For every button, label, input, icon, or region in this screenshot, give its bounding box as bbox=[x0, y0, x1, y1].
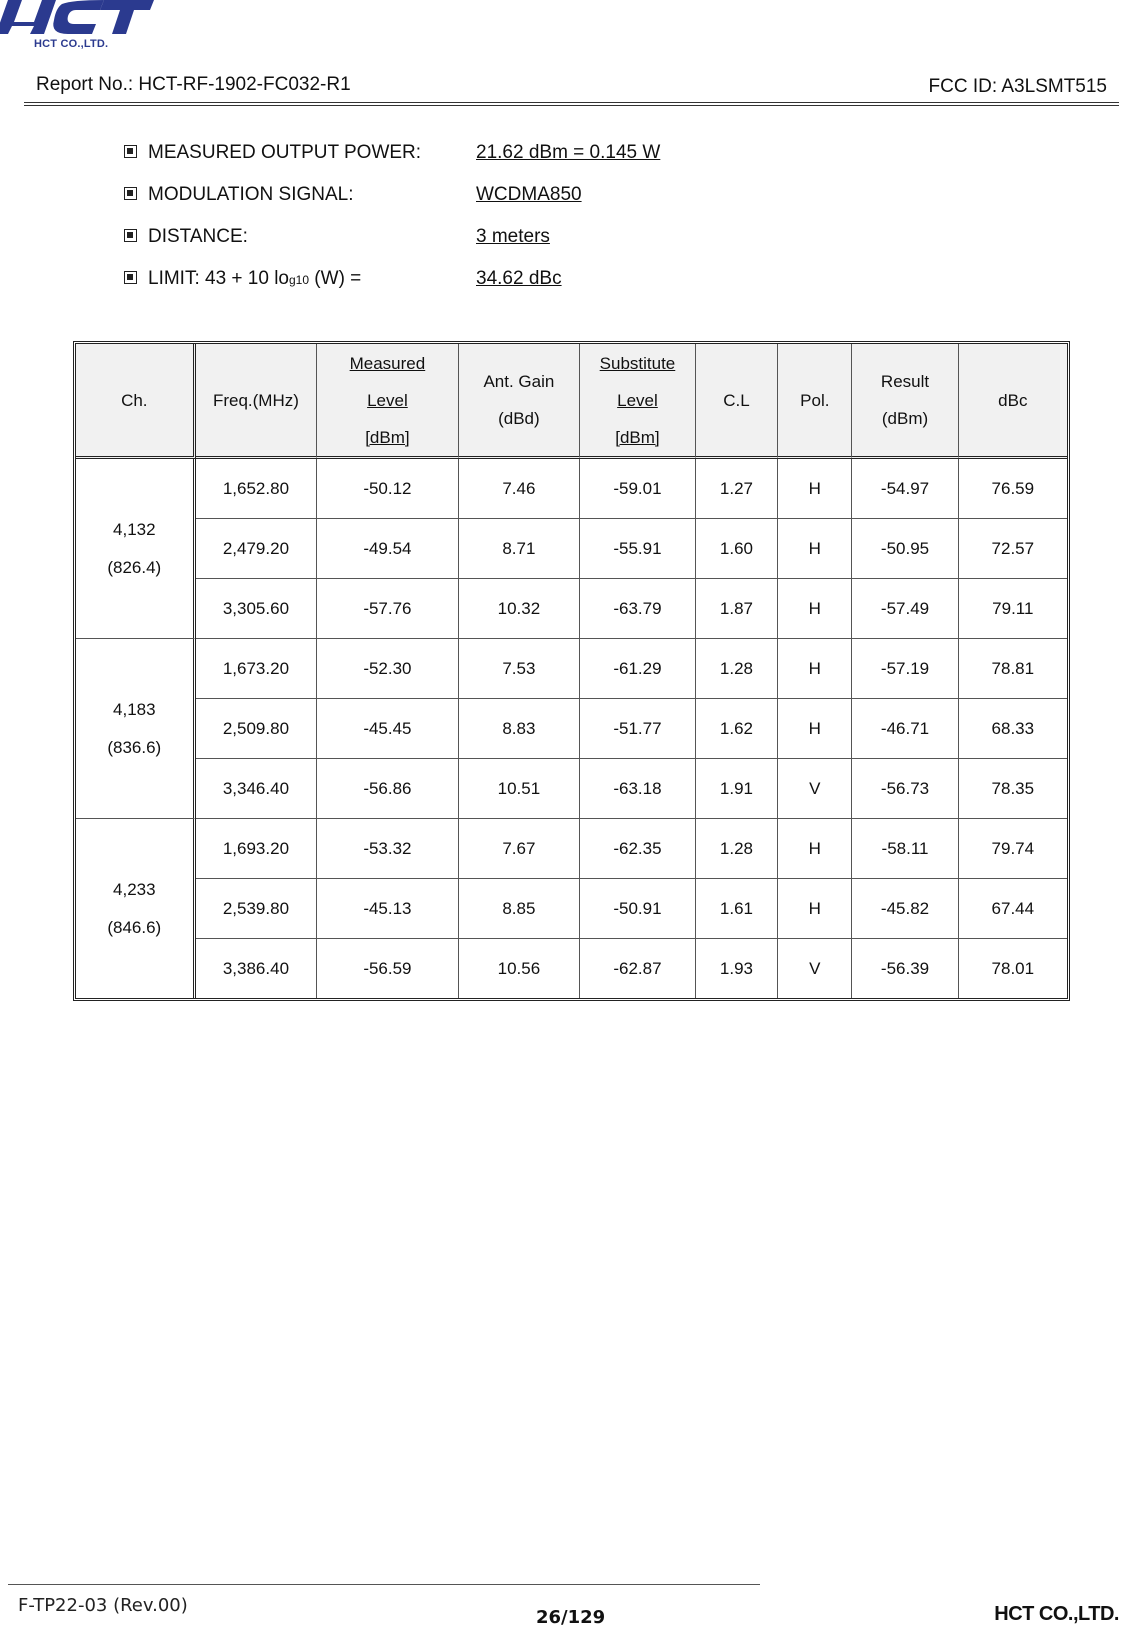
table-row bbox=[76, 939, 1067, 998]
cell-measured: -50.12 bbox=[317, 459, 458, 519]
header-ant-gain-l1: Ant. Gain bbox=[483, 372, 555, 391]
cell-pol: V bbox=[778, 939, 852, 998]
table-row bbox=[76, 819, 1067, 879]
cell-pol: H bbox=[778, 579, 852, 639]
cell-gain: 10.32 bbox=[459, 579, 581, 639]
cell-pol: H bbox=[778, 519, 852, 579]
cell-dbc: 78.01 bbox=[991, 958, 1035, 978]
cell-dbc: 79.74 bbox=[959, 819, 1067, 879]
cell-cl: 1.27 bbox=[696, 459, 778, 519]
cell-freq: 1,693.20 bbox=[196, 819, 318, 879]
spurious-emissions-table-wrapper bbox=[73, 341, 1135, 1001]
cell-freq: 1,673.20 bbox=[196, 639, 318, 699]
cell-cl: 1.28 bbox=[696, 819, 778, 879]
cell-result: -56.39 bbox=[852, 939, 958, 998]
header-pol: Pol. bbox=[778, 344, 852, 459]
header-freq: Freq.(MHz) bbox=[196, 344, 318, 459]
header-ant-gain-l2: (dBd) bbox=[498, 409, 540, 428]
cell-gain: 7.53 bbox=[459, 639, 581, 699]
cell-ch bbox=[76, 639, 196, 819]
cell-ch bbox=[76, 459, 196, 639]
cell-pol: H bbox=[778, 699, 852, 759]
header-substitute-l2: Level bbox=[617, 390, 658, 410]
info-value: 21.62 dBm = 0.145 W bbox=[476, 142, 661, 163]
cell-freq: 2,509.80 bbox=[196, 699, 318, 759]
info-value: WCDMA850 bbox=[476, 184, 582, 205]
header-measured-l3: [dBm] bbox=[365, 427, 410, 447]
logo-subtitle: HCT CO.,LTD. bbox=[34, 38, 109, 50]
cell-pol: V bbox=[778, 759, 852, 819]
cell-dbc: 78.81 bbox=[959, 639, 1067, 699]
cell-measured: -56.86 bbox=[317, 759, 458, 819]
cell-result: -45.82 bbox=[852, 879, 958, 939]
channel-number: 4,132 bbox=[113, 519, 156, 539]
fcc-id: FCC ID: A3LSMT515 bbox=[928, 76, 1107, 97]
report-number: Report No.: HCT-RF-1902-FC032-R1 bbox=[36, 74, 351, 95]
cell-freq: 2,539.80 bbox=[196, 879, 318, 939]
header-measured-l1: Measured bbox=[349, 353, 426, 373]
header-substitute-l3: [dBm] bbox=[615, 427, 660, 447]
channel-frequency: (846.6) bbox=[107, 917, 162, 937]
info-label: MEASURED OUTPUT POWER: bbox=[148, 142, 422, 163]
cell-cl: 1.87 bbox=[696, 579, 778, 639]
cell-sub: -61.29 bbox=[580, 639, 695, 699]
cell-cl: 1.93 bbox=[696, 939, 778, 998]
cell-result: -56.73 bbox=[852, 759, 958, 819]
cell-gain: 7.67 bbox=[459, 819, 581, 879]
cell-sub: -59.01 bbox=[580, 459, 695, 519]
footer-rule bbox=[8, 1584, 760, 1585]
table-row bbox=[76, 759, 1067, 819]
cell-freq: 3,346.40 bbox=[196, 759, 318, 819]
cell-sub: -63.18 bbox=[580, 759, 695, 819]
info-value: 3 meters bbox=[476, 226, 550, 247]
checkbox-icon bbox=[124, 229, 137, 242]
header-result-l1: Result bbox=[880, 372, 930, 391]
limit-label-part: LIMIT: 43 + 10 lo bbox=[148, 268, 289, 289]
header-measured bbox=[317, 344, 458, 459]
header-ant-gain bbox=[459, 344, 581, 459]
cell-sub: -63.79 bbox=[580, 579, 695, 639]
header-dbc: dBc bbox=[959, 344, 1067, 459]
cell-measured: -56.59 bbox=[317, 939, 458, 998]
cell-measured: -57.76 bbox=[317, 579, 458, 639]
cell-pol: H bbox=[778, 639, 852, 699]
cell-freq: 1,652.80 bbox=[196, 459, 318, 519]
cell-measured: -45.13 bbox=[317, 879, 458, 939]
channel-frequency: (836.6) bbox=[107, 737, 162, 757]
limit-label-subscript: g10 bbox=[289, 273, 310, 287]
header-substitute bbox=[580, 344, 695, 459]
cell-sub: -55.91 bbox=[580, 519, 695, 579]
channel-frequency: (826.4) bbox=[107, 557, 162, 577]
table-row bbox=[76, 699, 1067, 759]
cell-cl: 1.61 bbox=[696, 879, 778, 939]
cell-cl: 1.91 bbox=[696, 759, 778, 819]
spurious-emissions-table bbox=[73, 341, 1070, 1001]
cell-dbc: 78.35 bbox=[959, 759, 1067, 819]
cell-gain: 8.71 bbox=[459, 519, 581, 579]
cell-freq: 3,305.60 bbox=[196, 579, 318, 639]
table-row bbox=[76, 639, 1067, 699]
header-ch: Ch. bbox=[76, 344, 196, 459]
info-label-limit bbox=[148, 268, 361, 290]
cell-sub: -51.77 bbox=[580, 699, 695, 759]
cell-pol: H bbox=[778, 879, 852, 939]
cell-cl: 1.28 bbox=[696, 639, 778, 699]
header-result-l2: (dBm) bbox=[881, 409, 929, 428]
cell-measured: -49.54 bbox=[317, 519, 458, 579]
cell-gain: 10.51 bbox=[459, 759, 581, 819]
cell-freq: 3,386.40 bbox=[196, 939, 318, 998]
cell-sub: -50.91 bbox=[580, 879, 695, 939]
cell-gain: 10.56 bbox=[459, 939, 581, 998]
cell-measured: -45.45 bbox=[317, 699, 458, 759]
cell-result: -46.71 bbox=[852, 699, 958, 759]
cell-result: -58.11 bbox=[852, 819, 958, 879]
cell-dbc: 67.44 bbox=[959, 879, 1067, 939]
checkbox-icon bbox=[124, 145, 137, 158]
cell-dbc: 68.33 bbox=[959, 699, 1067, 759]
cell-result: -57.19 bbox=[852, 639, 958, 699]
table-row bbox=[76, 519, 1067, 579]
cell-gain: 7.46 bbox=[459, 459, 581, 519]
checkbox-icon bbox=[124, 271, 137, 284]
cell-gain: 8.85 bbox=[459, 879, 581, 939]
cell-pol: H bbox=[778, 819, 852, 879]
cell-pol: H bbox=[778, 459, 852, 519]
header-rule-inner bbox=[24, 105, 1119, 106]
table-body bbox=[76, 459, 1067, 998]
header-result bbox=[852, 344, 958, 459]
channel-number: 4,183 bbox=[113, 699, 156, 719]
info-label: MODULATION SIGNAL: bbox=[148, 184, 354, 205]
table-row bbox=[76, 459, 1067, 519]
checkbox-icon bbox=[124, 187, 137, 200]
cell-dbc: 72.57 bbox=[959, 519, 1067, 579]
cell-result: -54.97 bbox=[852, 459, 958, 519]
cell-cl: 1.62 bbox=[696, 699, 778, 759]
cell-ch bbox=[76, 819, 196, 998]
cell-sub: -62.87 bbox=[580, 939, 695, 998]
cell-gain: 8.83 bbox=[459, 699, 581, 759]
cell-freq: 2,479.20 bbox=[196, 519, 318, 579]
header-substitute-l1: Substitute bbox=[599, 353, 676, 373]
cell-measured: -52.30 bbox=[317, 639, 458, 699]
table-header-row bbox=[76, 344, 1067, 459]
form-id: F-TP22-03 (Rev.00) bbox=[18, 1595, 188, 1616]
cell-result: -57.49 bbox=[852, 579, 958, 639]
footer-company: HCT CO.,LTD. bbox=[994, 1603, 1119, 1625]
table-row bbox=[76, 879, 1067, 939]
cell-cl: 1.60 bbox=[696, 519, 778, 579]
header-measured-l2: Level bbox=[367, 390, 408, 410]
info-label: DISTANCE: bbox=[148, 226, 248, 247]
header-cl: C.L bbox=[696, 344, 778, 459]
cell-dbc: 76.59 bbox=[959, 459, 1067, 519]
cell-dbc: 79.11 bbox=[959, 579, 1067, 639]
header-rule bbox=[24, 102, 1119, 103]
limit-label-tail: (W) = bbox=[309, 268, 362, 289]
cell-sub: -62.35 bbox=[580, 819, 695, 879]
cell-result: -50.95 bbox=[852, 519, 958, 579]
page-number: 26/129 bbox=[536, 1607, 606, 1628]
cell-measured: -53.32 bbox=[317, 819, 458, 879]
channel-number: 4,233 bbox=[113, 879, 156, 899]
table-row bbox=[76, 579, 1067, 639]
info-value: 34.62 dBc bbox=[476, 268, 562, 289]
